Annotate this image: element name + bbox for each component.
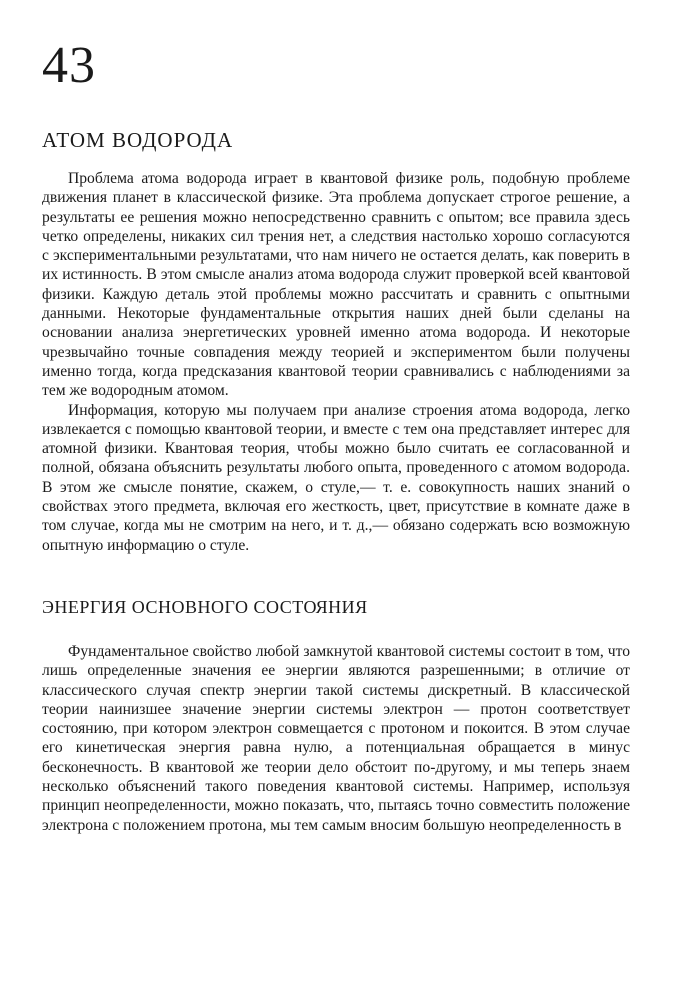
chapter-title: АТОМ ВОДОРОДА [42, 128, 234, 152]
section-paragraph: Фундаментальное свойство любой замкнутой квантовой системы состоит в том, что лишь определенные значения ее энергии являются разрешенными; в отличие от классического случая спектр энергии такой системы дискретный. В классической теории наинизшее значение энергии системы электрон — протон соответствует состоянию, при котором электрон совмещается с протоном и покоится. В этом случае его кинетическая энергия равна нулю, а потенциальная обращается в минус бесконечность. В квантовой же теории дело обстоит по-другому, и мы теперь знаем несколько объяснений такого поведения квантовой системы. Например, используя принцип неопределенности, можно показать, что, пытаясь точно совместить положение электрона с положением протона, мы тем самым вносим большую неопределенность в [42, 642, 630, 834]
section-title: ЭНЕРГИЯ ОСНОВНОГО СОСТОЯНИЯ [42, 596, 368, 617]
chapter-number: 43 [42, 37, 96, 94]
book-page [42, 28, 630, 835]
paragraph-1: Проблема атома водорода играет в квантовой физике роль, подобную проблеме движения планет в классической физике. Эта проблема допускает строгое решение, а результаты ее решения можно непосредственно сравнить с опытом; все правила здесь четко определены, никаких сил трения нет, а следствия настолько хорошо согласуются с экспериментальными результатами, что нам ничего не остается делать, как поверить в их истинность. В этом смысле анализ атома водорода служит проверкой всей квантовой физики. Каждую деталь этой проблемы можно рассчитать и сравнить с опытными данными. Некоторые фундаментальные открытия наших дней были сделаны на основании анализа энергетических уровней именно атома водорода. И некоторые чрезвычайно точные совпадения между теорией и экспериментом были получены именно тогда, когда предсказания квантовой теории сравнивались с наблюдениями за тем же водородным атомом. [42, 170, 630, 400]
paragraph-2: Информация, которую мы получаем при анализе строения атома водорода, легко извлекается с помощью квантовой теории, и вместе с тем она представляет интерес для атомной физики. Квантовая теория, чтобы можно было считать ее согласованной и полной, обязана объяснить результаты любого опыта, проведенного с атомом водорода. В этом же смысле понятие, скажем, о стуле,— т. е. совокупность наших знаний о свойствах этого предмета, включая его жесткость, цвет, присутствие в комнате даже в том случае, когда мы не смотрим на него, и т. д.,— обязано содержать всю возможную опытную информацию о стуле. [42, 401, 630, 554]
